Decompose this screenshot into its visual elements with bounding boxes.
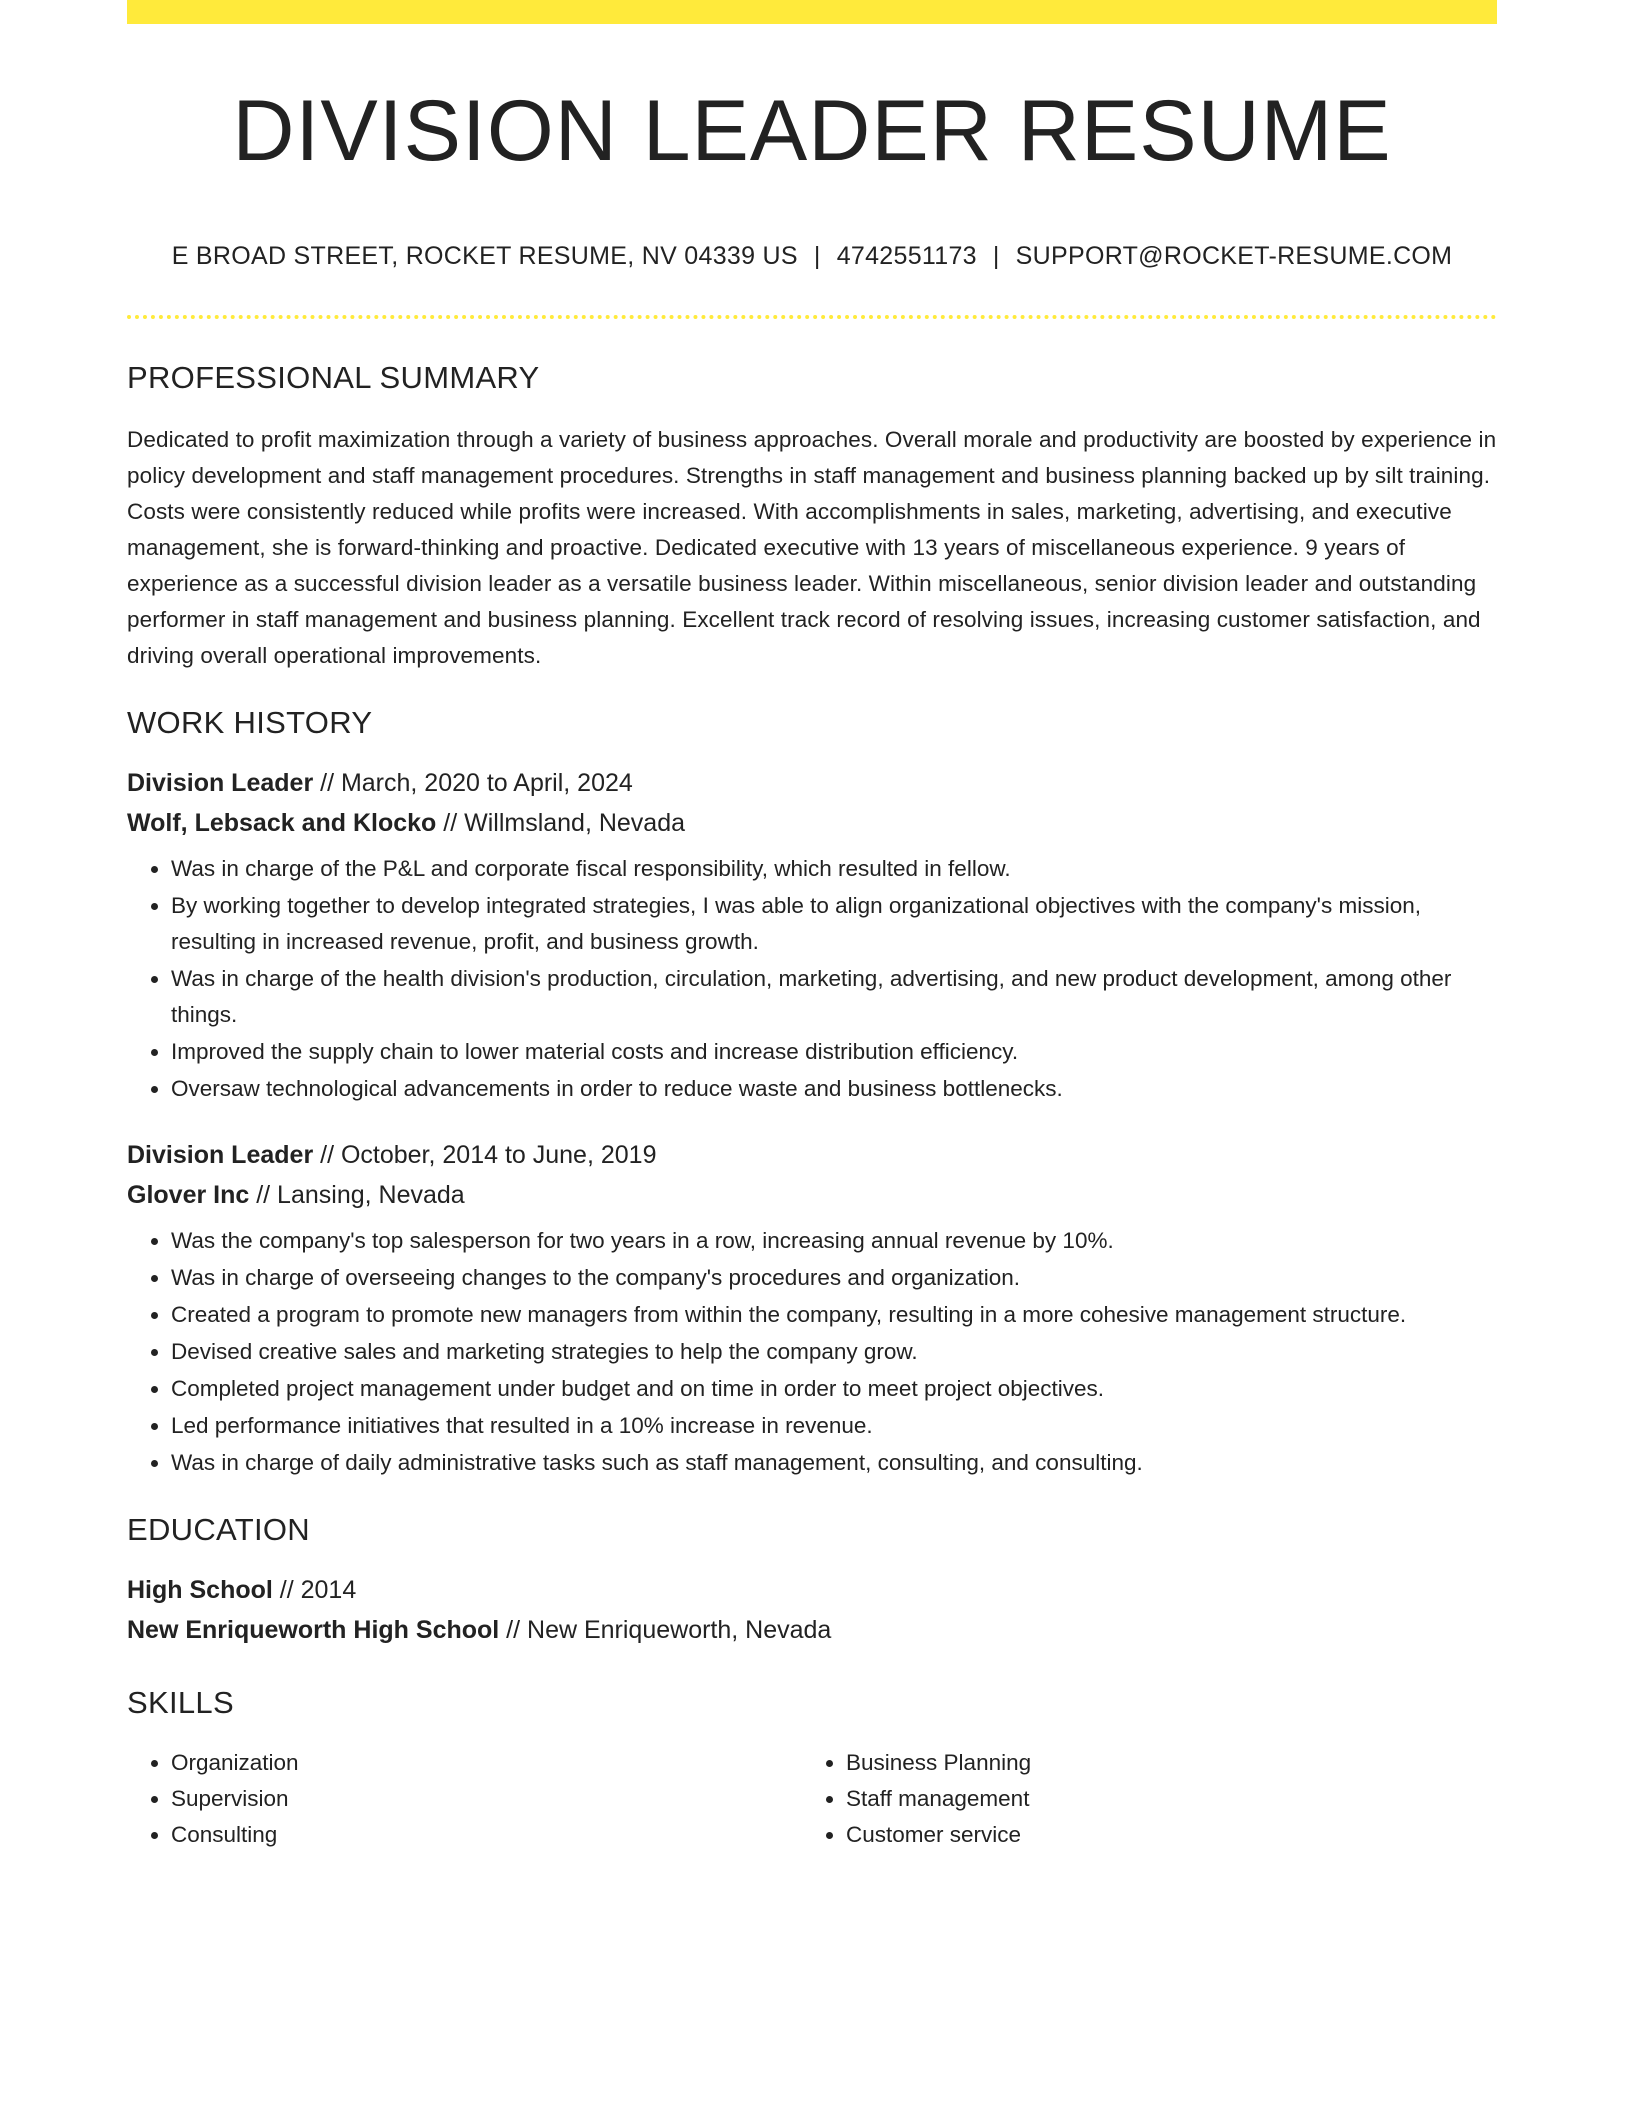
- job-title: Division Leader: [127, 1140, 314, 1169]
- job-company-line: [127, 1175, 1497, 1215]
- skill-item: • Organization: [171, 1745, 802, 1781]
- job-title-line: [127, 763, 1497, 803]
- education-location: // New Enriqueworth, Nevada: [499, 1616, 832, 1645]
- education-year: // 2014: [272, 1576, 357, 1605]
- job-bullet: • Created a program to promote new managers from within the company, resulting in a more cohesive management structure.: [171, 1297, 1497, 1333]
- education-degree-line: [127, 1570, 1497, 1610]
- work-history-section: [127, 704, 1497, 1481]
- work-history-heading: WORK HISTORY: [127, 704, 373, 740]
- job-bullet: • Was in charge of the P&L and corporate fiscal responsibility, which resulted in fellow.: [171, 851, 1497, 887]
- skills-heading: SKILLS: [127, 1685, 234, 1721]
- education-section: [127, 1511, 1497, 1650]
- skills-section: [127, 1684, 1497, 1853]
- contact-email: SUPPORT@ROCKET-RESUME.COM: [1015, 241, 1453, 270]
- job-location: // Lansing, Nevada: [249, 1180, 465, 1209]
- job-bullet: • Completed project management under budget and on time in order to meet project objectives.: [171, 1371, 1497, 1407]
- contact-phone: 4742551173: [836, 241, 977, 270]
- summary-heading: PROFESSIONAL SUMMARY: [127, 359, 540, 395]
- skill-item: • Consulting: [171, 1817, 802, 1853]
- skills-right-column: [802, 1745, 1477, 1853]
- education-degree: High School: [127, 1576, 273, 1605]
- job-bullet: • Led performance initiatives that resulted in a 10% increase in revenue.: [171, 1408, 1497, 1444]
- job-title: Division Leader: [127, 768, 314, 797]
- skill-item: • Customer service: [846, 1817, 1477, 1853]
- job-title-line: [127, 1135, 1497, 1175]
- job-bullet: • Oversaw technological advancements in order to reduce waste and business bottlenecks.: [171, 1071, 1497, 1107]
- skill-item: • Staff management: [846, 1781, 1477, 1817]
- contact-separator: |: [992, 241, 1000, 270]
- dotted-divider: [127, 315, 1497, 319]
- resume-document: [127, 0, 1497, 1853]
- job-entry: [127, 763, 1497, 1107]
- job-company-line: [127, 803, 1497, 843]
- job-bullets: [127, 1223, 1497, 1481]
- job-bullet: • Improved the supply chain to lower material costs and increase distribution efficiency.: [171, 1034, 1497, 1070]
- job-bullet: • Was the company's top salesperson for two years in a row, increasing annual revenue by 10%.: [171, 1223, 1497, 1259]
- job-location: // Willmsland, Nevada: [436, 808, 686, 837]
- contact-separator: |: [813, 241, 821, 270]
- job-bullet: • Devised creative sales and marketing strategies to help the company grow.: [171, 1334, 1497, 1370]
- contact-address: E BROAD STREET, ROCKET RESUME, NV 04339 US: [171, 241, 798, 270]
- job-company: Wolf, Lebsack and Klocko: [127, 808, 437, 837]
- job-dates: // October, 2014 to June, 2019: [313, 1140, 657, 1169]
- job-entry: [127, 1135, 1497, 1481]
- resume-title: DIVISION LEADER RESUME: [232, 83, 1392, 179]
- education-heading: EDUCATION: [127, 1511, 310, 1547]
- job-bullet: • Was in charge of overseeing changes to the company's procedures and organization.: [171, 1260, 1497, 1296]
- summary-section: [127, 359, 1497, 674]
- education-entry: [127, 1570, 1497, 1650]
- skills-columns: [127, 1745, 1497, 1853]
- job-company: Glover Inc: [127, 1180, 250, 1209]
- education-school-line: [127, 1610, 1497, 1650]
- job-bullet: • Was in charge of the health division's production, circulation, marketing, advertising, and new product development, among other things.: [171, 961, 1497, 1033]
- skills-left-column: [127, 1745, 802, 1853]
- contact-line: [127, 241, 1497, 271]
- top-accent-bar: [127, 0, 1497, 24]
- skill-item: • Supervision: [171, 1781, 802, 1817]
- job-bullets: [127, 851, 1497, 1107]
- summary-text: Dedicated to profit maximization through a variety of business approaches. Overall morale and productivity are boosted by experience in policy development and staff management procedures. Strengths in staff management and business planning backed up by silt training. Costs were consistently reduced while profits were increased. With accomplishments in sales, marketing, advertising, and executive management, she is forward-thinking and proactive. Dedicated executive with 13 years of miscellaneous experience. 9 years of experience as a successful division leader as a versatile business leader. Within miscellaneous, senior division leader and outstanding performer in staff management and business planning. Excellent track record of resolving issues, increasing customer satisfaction, and driving overall operational improvements.: [127, 426, 1497, 668]
- skill-item: • Business Planning: [846, 1745, 1477, 1781]
- job-bullet: • By working together to develop integrated strategies, I was able to align organizational objectives with the company's mission, resulting in increased revenue, profit, and business growth.: [171, 888, 1497, 960]
- education-school: New Enriqueworth High School: [127, 1616, 500, 1645]
- job-bullet: • Was in charge of daily administrative tasks such as staff management, consulting, and consulting.: [171, 1445, 1497, 1481]
- job-dates: // March, 2020 to April, 2024: [313, 768, 633, 797]
